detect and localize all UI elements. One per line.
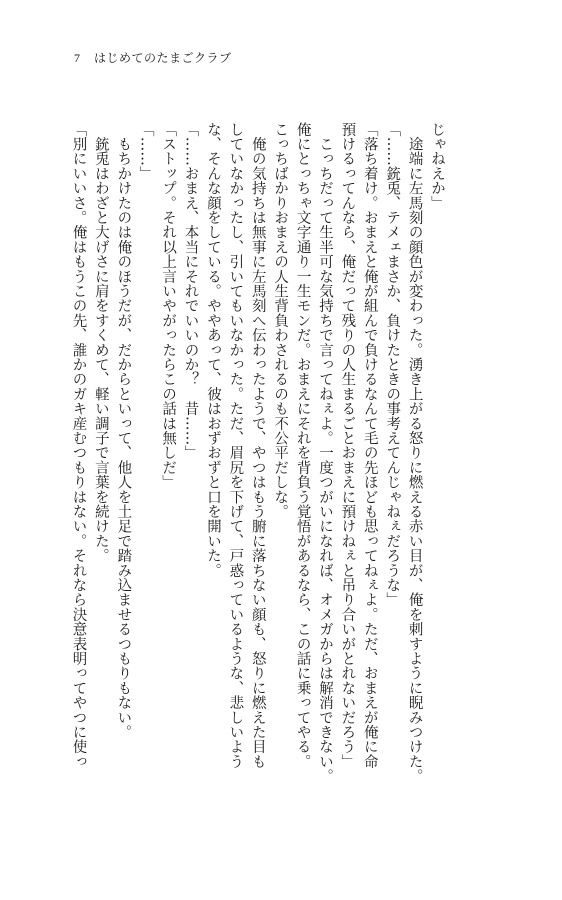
text-line: していなかったし、引いてもいなかった。ただ、眉尻を下げて、戸惑っているような、悲しいよう	[227, 122, 244, 769]
text-line: 「……銃兎、テメェまさか、負けたときの事考えてんじゃねぇだろうな」	[384, 122, 401, 608]
text-line: もちかけたのは俺のほうだが、だからといって、他人を土足で踏み込ませるつもりもない。	[115, 122, 132, 740]
text-line: 「落ち着け。おまえと俺が組んで負けるなんて毛の先ほども思ってねぇよ。ただ、おまえが俺に命	[361, 122, 378, 769]
text-line: 「……おまえ、本当にそれでいいのか？ 昔……」	[182, 122, 199, 461]
text-line: こっちだって生半可な気持ちで言ってねぇよ。一度つがいになれば、オメガからは解消できない。	[316, 122, 333, 784]
text-line: 銃兎はわざと大げさに肩をすくめて、軽い調子で言葉を続けた。	[92, 122, 109, 563]
text-line: 預けるってんなら、俺だって残りの人生まるごとおまえに預けねぇと吊り合いがとれないだろう」	[339, 122, 356, 769]
page-header	[74, 50, 232, 66]
text-line: こっちばかりおまえの人生背負わされるのも不公平だしな。	[272, 122, 289, 519]
page-number: 7	[74, 51, 80, 65]
vertical-body-text	[70, 122, 448, 802]
text-line: 「別にいいさ。俺はもうこの先、誰かのガキ産むつもりはない。それなら決意表明ってやつに使っ	[70, 122, 87, 769]
text-line: 「……」	[137, 122, 154, 181]
running-title: はじめてのたまごクラブ	[94, 51, 232, 65]
text-line: 俺にとっちゃ文字通り一生モンだ。おまえにそれを背負う覚悟があるなら、この話に乗ってやる。	[294, 122, 311, 769]
text-line: じゃねえか」	[429, 122, 445, 211]
text-line: 俺の気持ちは無事に左馬刻へ伝わったようで、やつはもう腑に落ちない顔も、怒りに燃えた目も	[249, 122, 266, 769]
text-line: な、そんな顔をしている。ややあって、彼はおずおずと口を開いた。	[204, 122, 221, 578]
text-line: 「ストップ。それ以上言いやがったらこの話は無しだ」	[160, 122, 177, 490]
text-line: 途端に左馬刻の顔色が変わった。湧き上がる怒りに燃える赤い目が、俺を刺すように睨みつけた。	[406, 122, 423, 784]
